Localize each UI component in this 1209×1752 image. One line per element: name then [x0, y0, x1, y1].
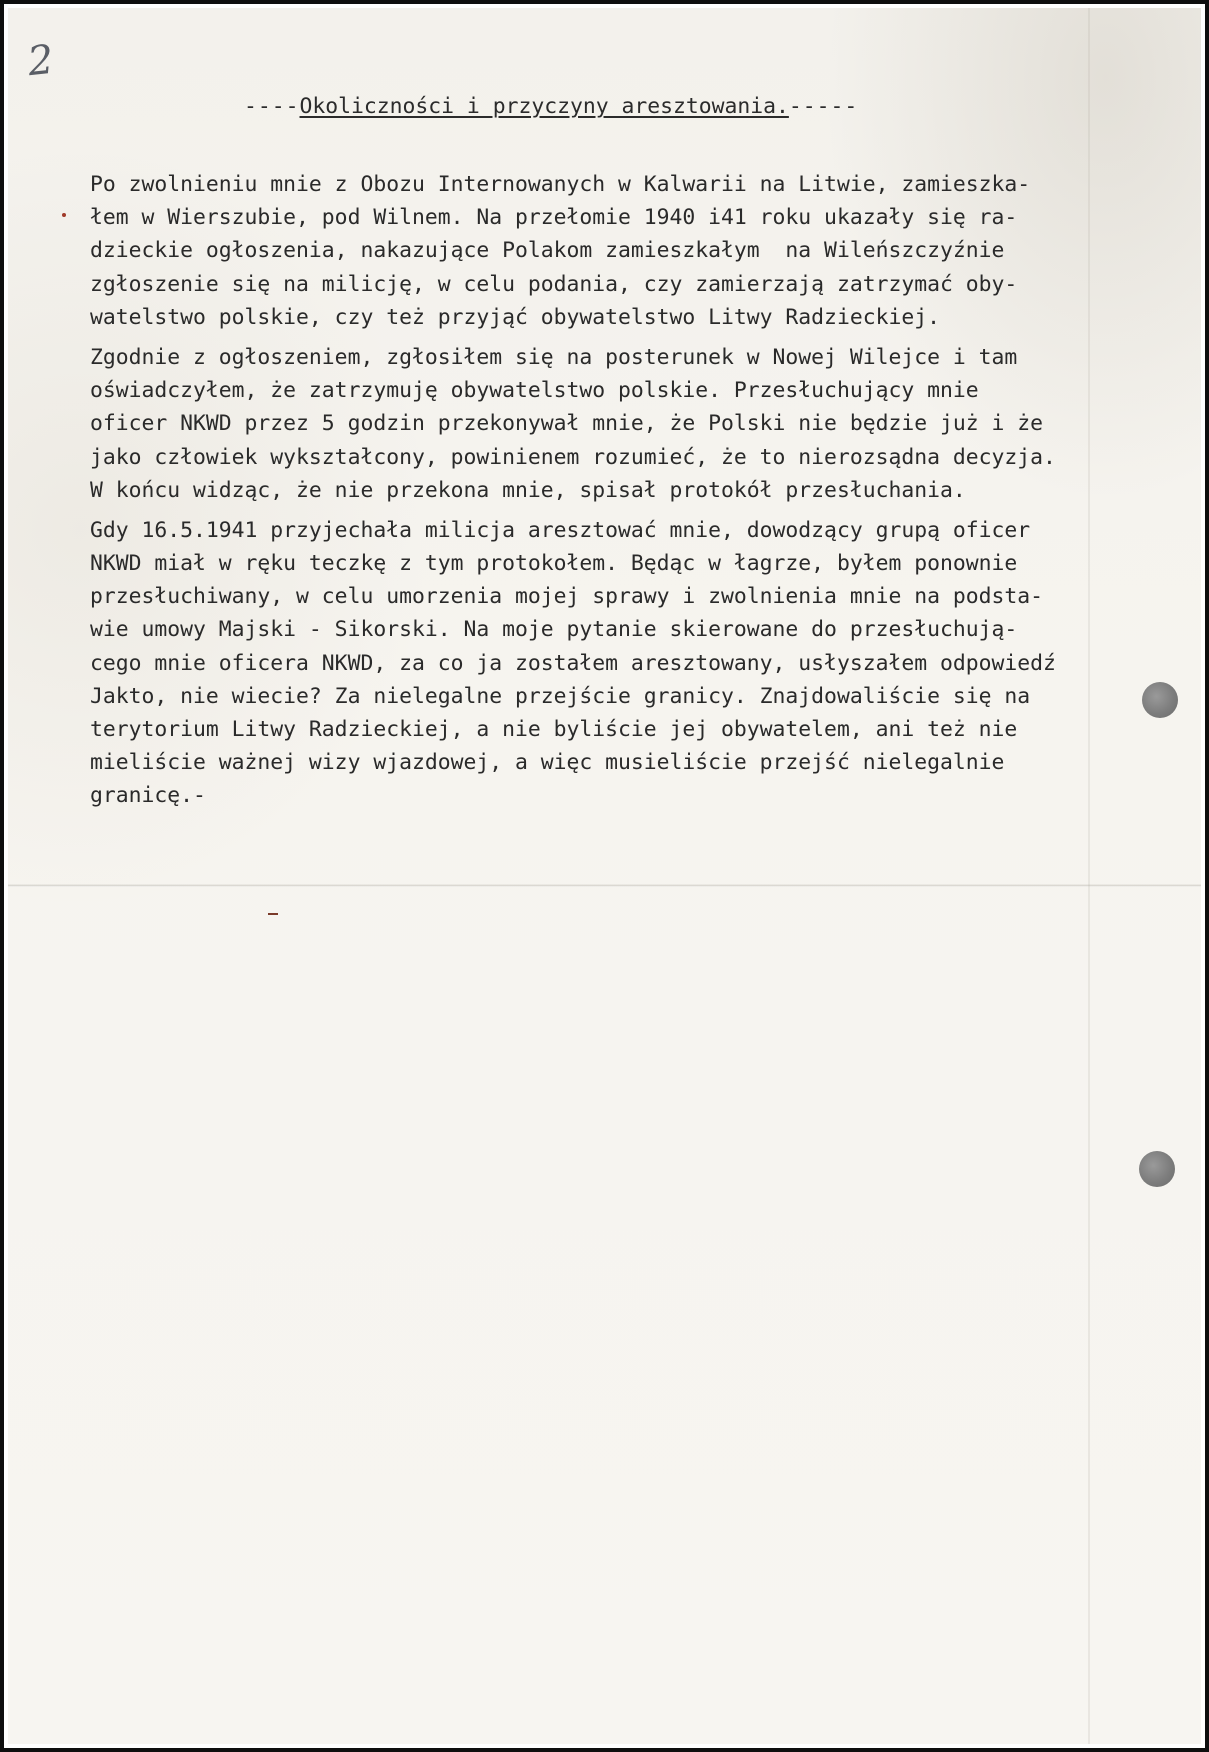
ink-mark	[268, 913, 278, 915]
heading-dashes-left: ----	[244, 94, 300, 119]
text-line: granicę.-	[90, 783, 206, 809]
text-line: zgłoszenie się na milicję, w celu podania, czy zamierzają zatrzymać oby-	[90, 271, 1018, 297]
text-line: W końcu widząc, że nie przekona mnie, spisał protokół przesłuchania.	[90, 477, 966, 503]
text-line: watelstwo polskie, czy też przyjąć obywatelstwo Litwy Radzieckiej.	[90, 304, 940, 330]
text-line: mieliście ważnej wizy wjazdowej, a więc musieliście przejść nielegalnie	[90, 750, 1005, 776]
paper-sheet	[8, 8, 1201, 1744]
text-line: oficer NKWD przez 5 godzin przekonywał mnie, że Polski nie będzie już i że	[90, 411, 1043, 437]
paper-fold-line	[8, 884, 1201, 887]
ink-speck	[62, 213, 66, 217]
text-line: cego mnie oficera NKWD, za co ja zostałem aresztowany, usłyszałem odpowiedź	[90, 650, 1056, 676]
text-line: oświadczyłem, że zatrzymuję obywatelstwo polskie. Przesłuchujący mnie	[90, 378, 979, 404]
text-line: Gdy 16.5.1941 przyjechała milicja aresztować mnie, dowodzący grupą oficer	[90, 517, 1031, 543]
handwritten-page-number: 2	[25, 36, 56, 86]
text-line: NKWD miał w ręku teczkę z tym protokołem. Będąc w łagrze, byłem ponownie	[90, 551, 1018, 577]
heading-title: Okoliczności i przyczyny aresztowania.	[299, 94, 789, 119]
paragraph-interrogation	[90, 341, 1209, 507]
text-line: terytorium Litwy Radzieckiej, a nie byliście jej obywatelem, ani też nie	[90, 717, 1018, 742]
text-line: łem w Wierszubie, pod Wilnem. Na przełomie 1940 i41 roku ukazały się ra-	[90, 205, 1018, 231]
text-line: Po zwolnieniu mnie z Obozu Internowanych w Kalwarii na Litwie, zamieszka-	[90, 172, 1031, 197]
punch-hole	[1142, 682, 1178, 718]
paragraph-release-and-announcement	[90, 168, 1209, 334]
punch-hole	[1139, 1151, 1175, 1187]
text-line: przesłuchiwany, w celu umorzenia mojej sprawy i zwolnienia mnie na podsta-	[90, 584, 1043, 610]
document-heading	[244, 94, 858, 119]
typed-body-text	[90, 168, 1209, 820]
text-line: Zgodnie z ogłoszeniem, zgłosiłem się na posterunek w Nowej Wilejce i tam	[90, 344, 1018, 370]
paragraph-arrest	[90, 514, 1209, 813]
text-line: dzieckie ogłoszenia, nakazujące Polakom zamieszkałym na Wileńszczyźnie	[90, 238, 1005, 264]
text-line: jako człowiek wykształcony, powinienem rozumieć, że to nierozsądna decyzja.	[90, 444, 1056, 470]
text-line: Jakto, nie wiecie? Za nielegalne przejście granicy. Znajdowaliście się na	[90, 683, 1031, 709]
heading-dashes-right: -----	[788, 94, 859, 119]
text-line: wie umowy Majski - Sikorski. Na moje pytanie skierowane do przesłuchują-	[90, 617, 1018, 643]
